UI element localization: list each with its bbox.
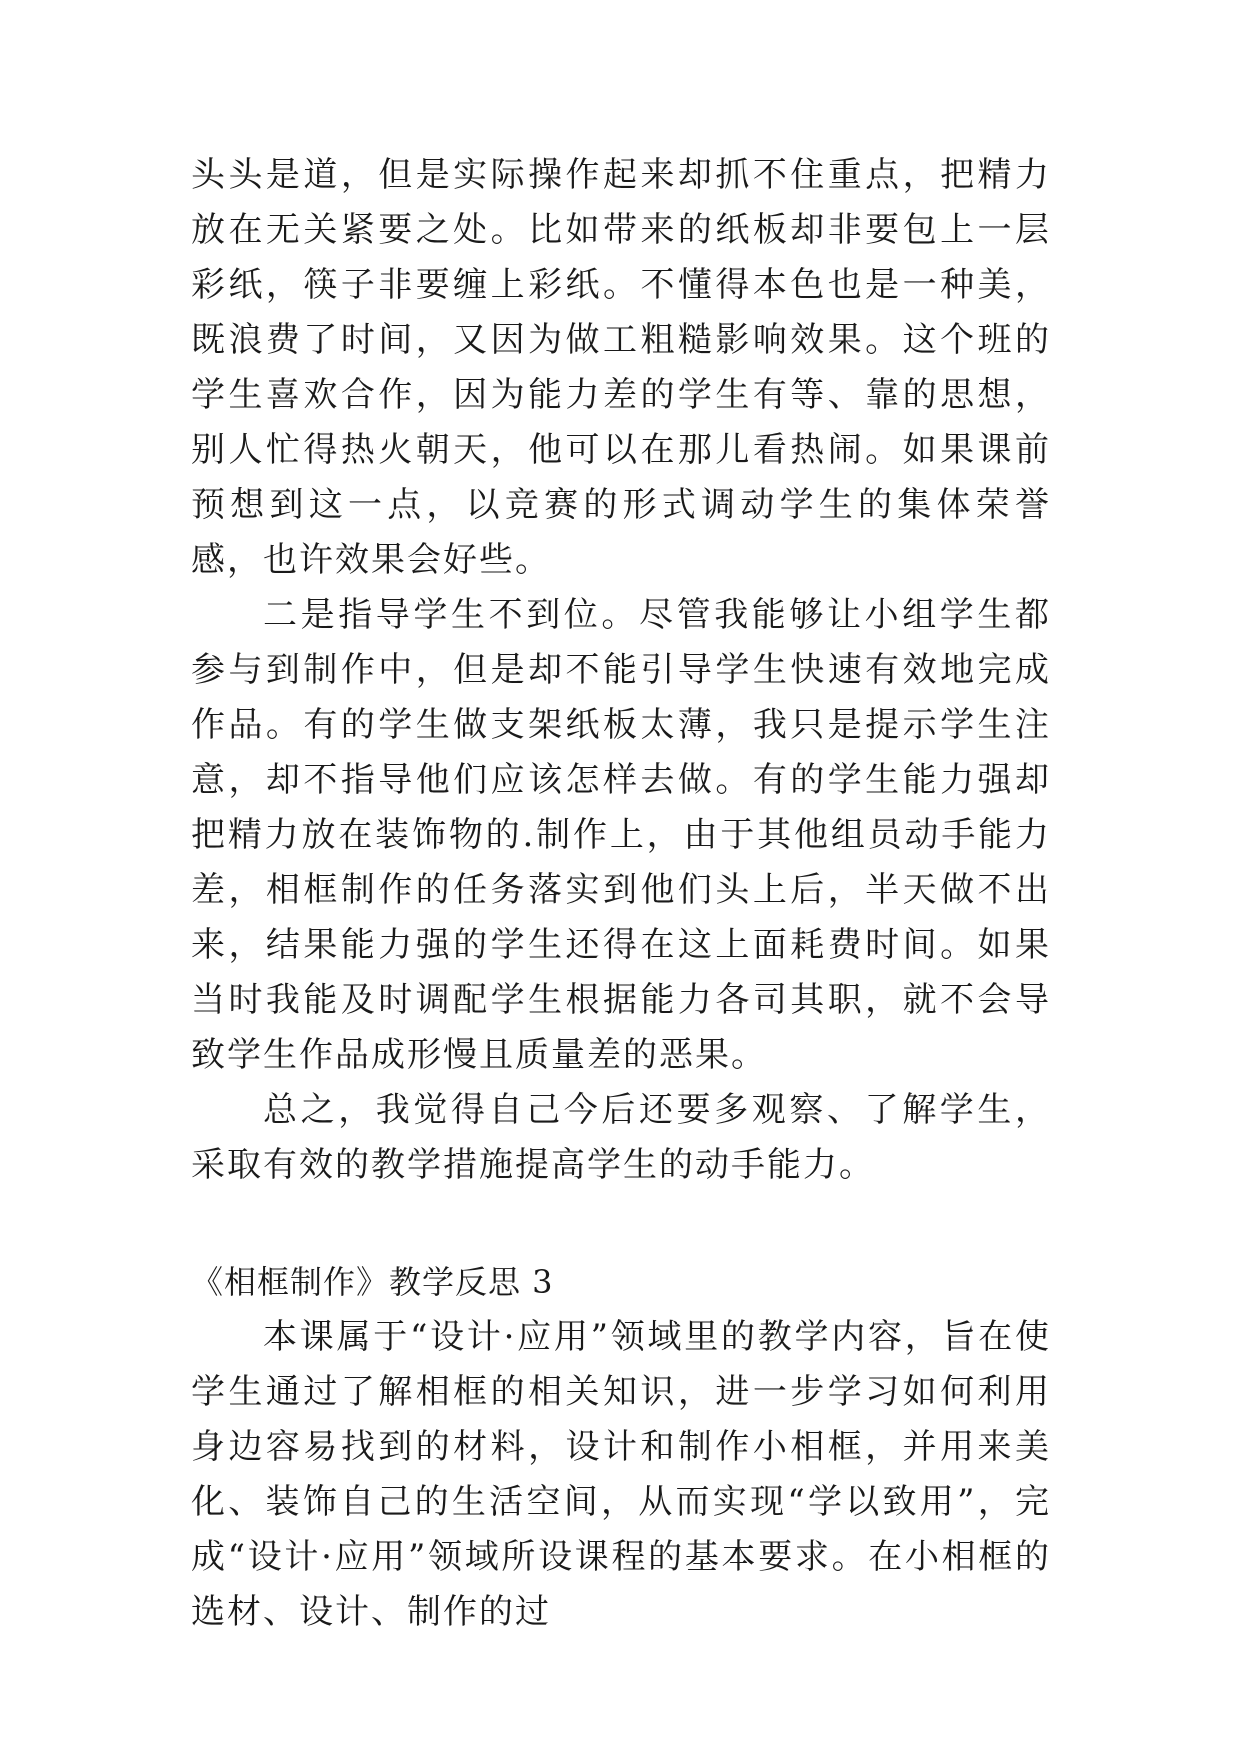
paragraph-continuation: 头头是道，但是实际操作起来却抓不住重点，把精力放在无关紧要之处。比如带来的纸板却非要包上一层彩纸，筷子非要缠上彩纸。不懂得本色也是一种美，既浪费了时间，又因为做工粗糙影响效果。这个班的学生喜欢合作，因为能力差的学生有等、靠的思想，别人忙得热火朝天，他可以在那儿看热闹。如果课前预想到这一点，以竞赛的形式调动学生的集体荣誉感，也许效果会好些。 bbox=[191, 155, 1051, 580]
section-heading: 《相框制作》教学反思 3 bbox=[191, 1263, 554, 1301]
section-spacer bbox=[191, 1193, 1051, 1255]
paragraph-conclusion: 总之，我觉得自己今后还要多观察、了解学生，采取有效的教学措施提高学生的动手能力。 bbox=[191, 1090, 1051, 1185]
paragraph-intro: 本课属于“设计·应用”领域里的教学内容，旨在使学生通过了解相框的相关知识，进一步学习如何利用身边容易找到的材料，设计和制作小相框，并用来美化、装饰自己的生活空间，从而实现“学以致用”，完成“设计·应用”领域所设课程的基本要求。在小相框的选材、设计、制作的过 bbox=[191, 1317, 1051, 1632]
paragraph-second-point: 二是指导学生不到位。尽管我能够让小组学生都参与到制作中，但是却不能引导学生快速有效地完成作品。有的学生做支架纸板太薄，我只是提示学生注意，却不指导他们应该怎样去做。有的学生能力强却把精力放在装饰物的.制作上，由于其他组员动手能力差，相框制作的任务落实到他们头上后，半天做不出来，结果能力强的学生还得在这上面耗费时间。如果当时我能及时调配学生根据能力各司其职，就不会导致学生作品成形慢且质量差的恶果。 bbox=[191, 595, 1051, 1075]
document-body bbox=[191, 148, 1051, 1640]
